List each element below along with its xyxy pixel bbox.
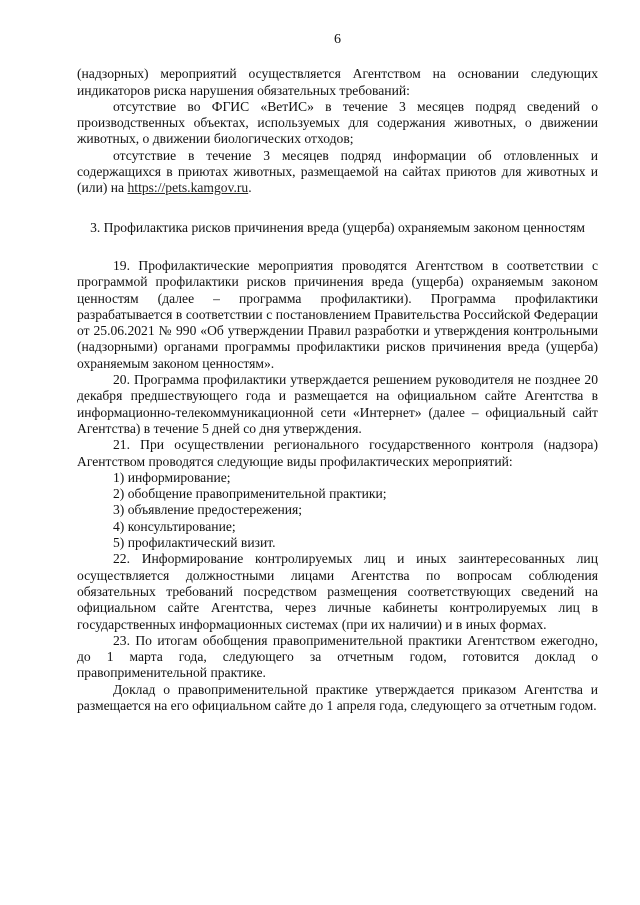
paragraph-20: 20. Программа профилактики утверждается решением руководителя не позднее 20 декабря предшествующего года и размещается на официальном сайте Агентства в информационно-телекоммуникационной сети «Интернет» (далее – официальный сайт Агентства) в течение 5 дней со дня утверждения. bbox=[77, 372, 598, 436]
list-item: 2) обобщение правоприменительной практики; bbox=[113, 486, 387, 502]
paragraph-22: 22. Информирование контролируемых лиц и иных заинтересованных лиц осуществляется должностными лицами Агентства по вопросам соблюдения обязательных требований посредством размещения соответствующих сведений на официальном сайте Агентства, через личные кабинеты контролируемых лиц в государственных информационных системах (при их наличии) и в иных формах. bbox=[77, 551, 598, 632]
intro-paragraph-2: отсутствие во ФГИС «ВетИС» в течение 3 месяцев подряд сведений о производственных объектах, используемых для содержания животных, о движении животных, о движении биологических отходов; bbox=[77, 98, 598, 147]
pets-site-link[interactable]: https://pets.kamgov.ru bbox=[127, 180, 249, 196]
section-heading: 3. Профилактика рисков причинения вреда (ущерба) охраняемым законом ценностям bbox=[90, 219, 585, 235]
paragraph-19: 19. Профилактические мероприятия проводятся Агентством в соответствии с программой профилактики рисков причинения вреда (ущерба) охраняемым законом ценностям (далее – программа профилактики). Программа профилактики разрабатывается в соответствии с постановлением Правительства Российской Федерации от 25.06.2021 № 990 «Об утверждении Правил разработки и утверждения контрольными (надзорными) органами программы профилактики рисков причинения вреда (ущерба) охраняемым законом ценностям». bbox=[77, 257, 598, 371]
intro-paragraph-3 bbox=[77, 148, 598, 197]
paragraph-24: Доклад о правоприменительной практике утверждается приказом Агентства и размещается на его официальном сайте до 1 апреля года, следующего за отчетным годом. bbox=[77, 681, 598, 713]
paragraph-21: 21. При осуществлении регионального государственного контроля (надзора) Агентством проводятся следующие виды профилактических мероприятий: bbox=[77, 437, 598, 469]
document-page bbox=[77, 32, 598, 714]
paragraph-23: 23. По итогам обобщения правоприменительной практики Агентством ежегодно, до 1 марта года, следующего за отчетным годом, готовится доклад о правоприменительной практике. bbox=[77, 632, 598, 681]
intro-paragraph-3-text: отсутствие в течение 3 месяцев подряд информации об отловленных и содержащихся в приютах животных, размещаемой на сайтах приютов для животных и (или) на bbox=[77, 147, 598, 196]
intro-paragraph-1: (надзорных) мероприятий осуществляется Агентством на основании следующих индикаторов риска нарушения обязательных требований: bbox=[77, 66, 598, 98]
list-item: 3) объявление предостережения; bbox=[113, 502, 303, 518]
list-item: 5) профилактический визит. bbox=[113, 535, 276, 551]
list-item: 1) информирование; bbox=[113, 469, 231, 485]
page-number: 6 bbox=[334, 32, 341, 47]
list-item: 4) консультирование; bbox=[113, 518, 236, 534]
intro-paragraph-3-end: . bbox=[248, 180, 252, 196]
